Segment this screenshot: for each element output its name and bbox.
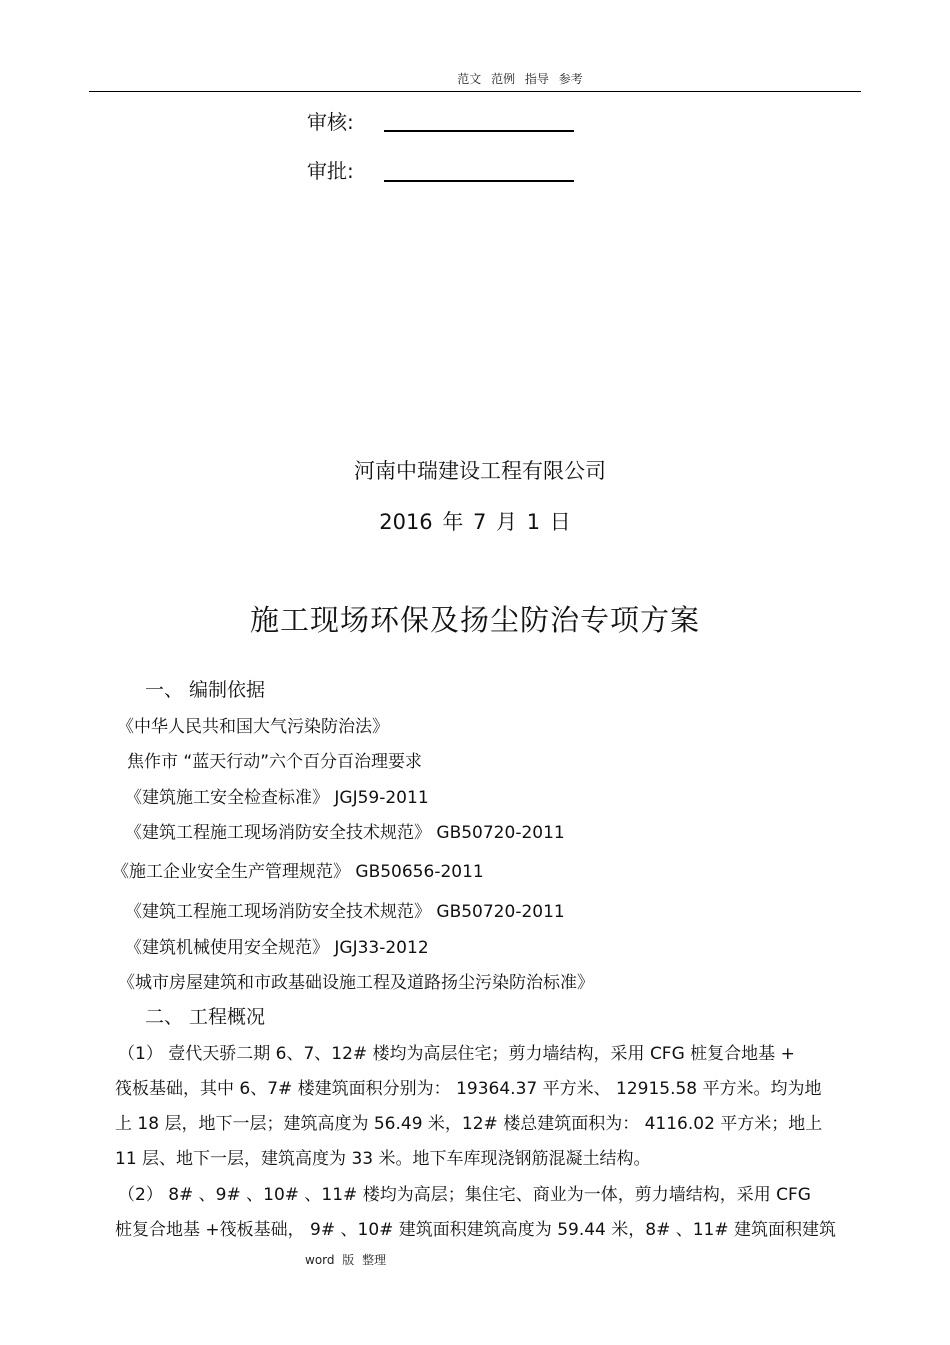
page-footer: word 版 整理 [305,1253,387,1267]
page-header: 范文 范例 指导 参考 [457,72,583,86]
reference-item: 《建筑工程施工现场消防安全技术规范》 GB50720-2011 [125,902,565,922]
overview-line: 上 18 层，地下一层；建筑高度为 56.49 米，12# 楼总建筑面积为： 4116.02 平方米；地上 [115,1114,823,1134]
reference-item: 《城市房屋建筑和市政基础设施工程及道路扬尘污染防治标准》 [118,973,594,993]
approve-signature-line [384,180,574,182]
reference-item: 《中华人民共和国大气污染防治法》 [117,717,389,737]
overview-line: （2） 8# 、9# 、10# 、11# 楼均为高层；集住宅、商业为一体，剪力墙结构，采用 CFG [118,1185,811,1205]
reference-item: 《建筑工程施工现场消防安全技术规范》 GB50720-2011 [125,823,565,843]
reference-item: 焦作市 “蓝天行动”六个百分百治理要求 [127,752,423,772]
document-date: 2016 年 7 月 1 日 [379,510,571,534]
section-heading-overview: 二、 工程概况 [145,1006,266,1028]
header-divider [89,91,861,92]
company-name: 河南中瑞建设工程有限公司 [354,459,606,483]
review-signature-line [384,130,574,132]
overview-line: 筏板基础，其中 6、7# 楼建筑面积分别为： 19364.37 平方米、 12915.58 平方米。均为地 [115,1079,822,1099]
section-heading-basis: 一、 编制依据 [145,679,266,701]
document-title: 施工现场环保及扬尘防治专项方案 [249,603,700,637]
reference-item: 《施工企业安全生产管理规范》 GB50656-2011 [112,862,484,882]
reference-item: 《建筑机械使用安全规范》 JGJ33-2012 [125,938,429,958]
overview-line: 桩复合地基 +筏板基础， 9# 、10# 建筑面积建筑高度为 59.44 米，8# 、11# 建筑面积建筑 [115,1220,837,1240]
reference-item: 《建筑施工安全检查标准》 JGJ59-2011 [125,788,429,808]
overview-line: （1） 壹代天骄二期 6、7、12# 楼均为高层住宅；剪力墙结构，采用 CFG 桩复合地基 + [118,1044,795,1064]
overview-line: 11 层、地下一层，建筑高度为 33 米。地下车库现浇钢筋混凝土结构。 [115,1149,651,1169]
review-label: 审核: [307,110,354,134]
approve-label: 审批: [307,159,354,183]
